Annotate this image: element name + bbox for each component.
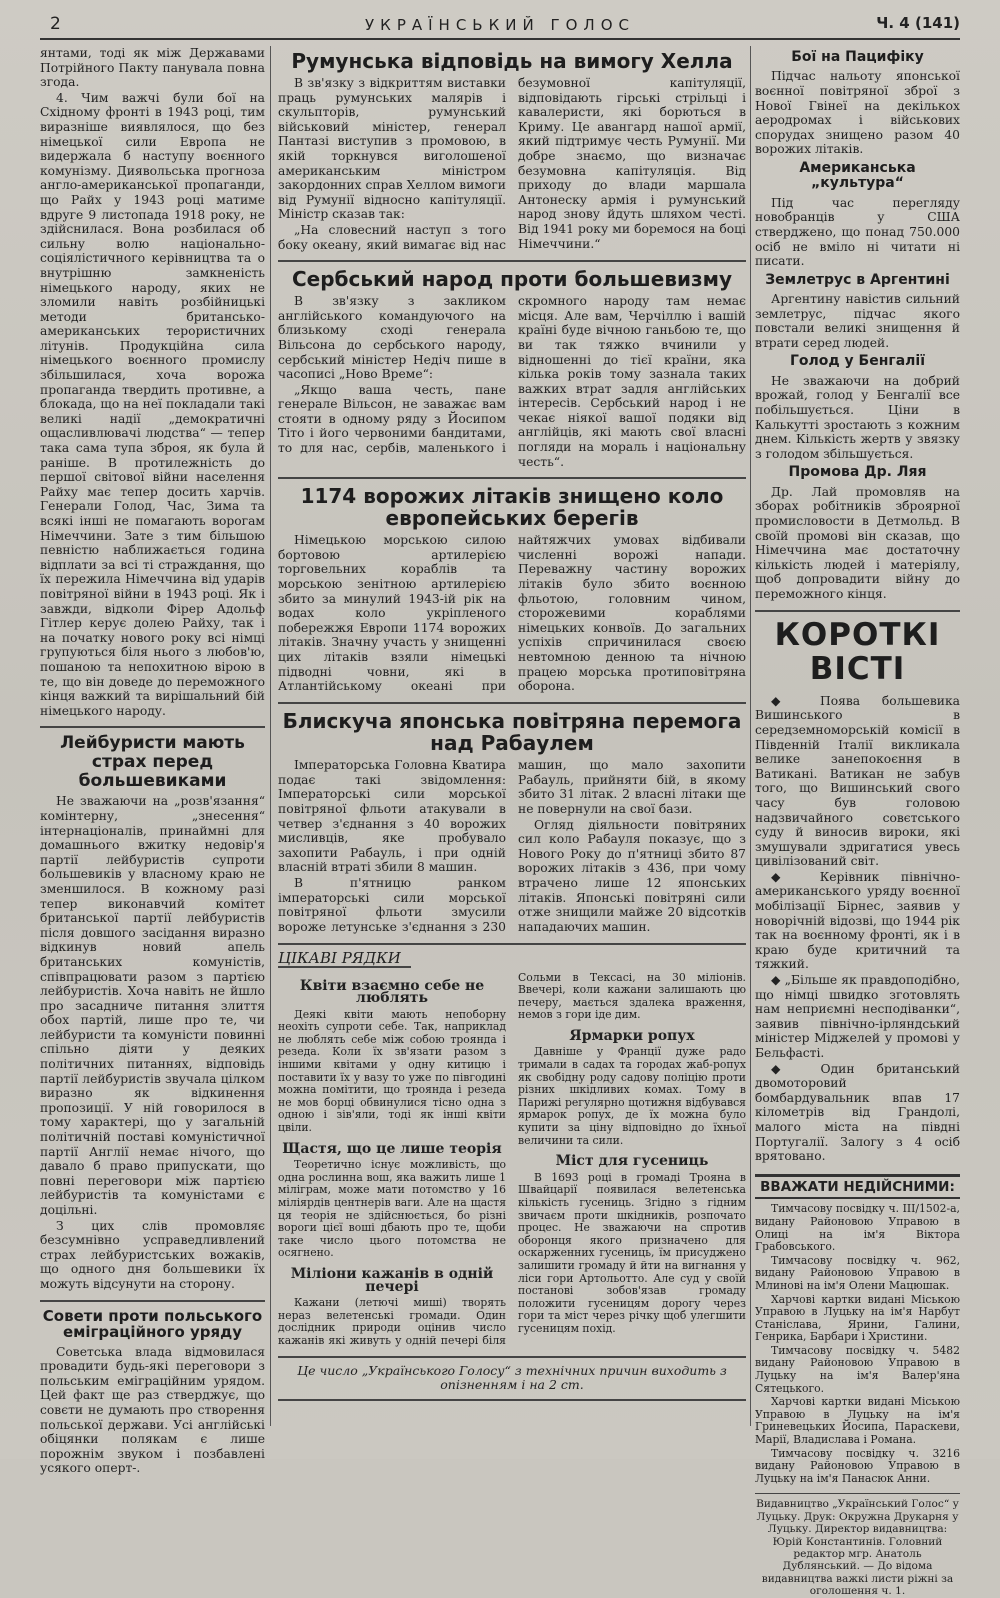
divider (278, 702, 746, 704)
article-continuation: янтами, тоді як між Державами Потрійного Пакту панувала повна згода. (40, 46, 265, 90)
romania-headline: Румунська відповідь на вимогу Хелла (291, 49, 733, 73)
page-number: 2 (50, 14, 61, 34)
serbia-headline: Сербський народ проти большевизму (292, 267, 732, 292)
planes-article (278, 533, 746, 694)
rabaul-paragraph: Огляд діяльности повітряних сил коло Рабауля показує, що з Нового Року до п'ятниці збито 87 ворожих літаків з 436, при чому втрачено лише 12 японських літаків. Японські повітряні сили отже знищили майже 20 відсотків нападаючих машин. (518, 817, 746, 934)
divider (278, 477, 746, 479)
page-header (40, 14, 960, 40)
column-divider (270, 46, 271, 1426)
news-title: Землетрус в Аргентині (765, 271, 950, 288)
invalid-document-item: Тимчасову посвідку ч. 5482 видану Районовою Управою в Луцьку на ім'я Валер'яна Сятецького. (755, 1343, 960, 1395)
invalid-document-item: Харчові картки видані Міською Управою в Луцьку на ім'я Гриневецьких Йосипа, Параскеви, Марії, Владислава і Романа. (755, 1395, 960, 1447)
curious-section (278, 972, 746, 1348)
rabaul-paragraph: Імператорська Головна Кватира подає такі звідомлення: Імператорські сили морської повітряної фльоти атакували в четвер з'єднання з 40 ворожих мисливців, яке пробувало захопити Рабауль, і при одній власній втраті збили 8 машин. (278, 758, 506, 875)
divider (40, 1300, 265, 1302)
invalid-document-item: Тимчасову посвідку ч. III/1502-а, видану Районовою Управою в Олиці на ім'я Віктора Грабовського. (755, 1202, 960, 1254)
curious-item-title: Квіти взаємно себе не люблять (299, 977, 485, 1007)
planes-headline: 1174 ворожих літаків знищено коло европейських берегів (300, 484, 724, 531)
planes-paragraph: Німецькою морською силою бортовою артилерією торговельних кораблів та морською зенітною артилерією збито за минулий 1943-ій рік на водах коло укріпленого побережжя Европи 1174 ворожих літаків. Значну участь у знищенні цих літаків взяли німецькі підводні човни, які в Атлантійському океані при найтяжчих умовах відбивали численні ворожі напади. Переважну частину ворожих літаків було збито воєнною фльотою, головним чином, сторожевими кораблями німецьких конвоїв. До загальних успіхів спричинилася своєю невтомною денною та нічною працею морська протиповітряна оборона. (278, 533, 746, 694)
curious-rubric: ЦІКАВІ РЯДКИ (278, 951, 411, 968)
curious-item-title: Міст для гусениць (555, 1153, 709, 1170)
divider (755, 610, 960, 612)
curious-item-title: Ярмарки ропух (569, 1027, 695, 1044)
invalid-document-item: Тимчасову посвідку ч. 3216 видану Районовою Управою в Луцьку на ім'я Панасюк Анни. (755, 1446, 960, 1485)
romania-article (278, 76, 746, 252)
soviets-paragraph: Советська влада відмовилася провадити будь-які переговори з польським еміграційним урядом. Цей факт ще раз стверджує, що совєти не думають про створення польської держави. Усі англійські обіцянки полякам є лише порожнім звуком і позбавлені усякого оперт-. (40, 1344, 265, 1476)
news-text: Під час перегляду новобранців у США стверджено, що понад 750.000 осіб не вміло ні читати ні писати. (755, 195, 960, 269)
serbia-article (278, 294, 746, 469)
short-news-item: ◆ Один британський двомоторовий бомбардувальник впав 17 кілометрів від Грандолі, малого міста на півдні Португалії. Залогу з 4 осіб врятовано. (755, 1062, 960, 1164)
curious-item-text: Кажани (летючі миші) творять нераз велетенські громади. Один дослідник природи оцінив число кажанів які живуть у одній печері біля Сольми в Тексасі, на 30 міліонів. Ввечері, коли кажани залишають цю печеру, мається здалека враження, немов з гори іде дим. (278, 970, 746, 1347)
news-text: Др. Лай промовляв на зборах робітників зброярної промисловости в Детмольд. В своїй промові він сказав, що Німеччина має достаточну кількість людей і матеріялу, щоб допровадити війну до переможного кінця. (755, 484, 960, 601)
romania-paragraph: „На словесний наступ з того боку океану, який вимагає від нас безумовної капітуляції, відповідають гірські стрільці і кавалеристи, які борються в Криму. Це авангард нашої армії, який підтримує честь Румунії. Ми добре знаємо, що визначає безумовна капітуляція. Від приходу до влади маршала Антонеску армія і румунський народ знову йдуть шляхом честі. Від 1941 року ми боремося на боці Німеччини.“ (278, 76, 746, 252)
invalid-documents-headline: ВВАЖАТИ НЕДІЙСНИМИ: (755, 1174, 960, 1200)
column-divider (750, 46, 751, 1426)
curious-item-text: Деякі квіти мають непоборну неохіть супроти себе. Так, наприклад не люблять себе між собою троянда і резеда. Коли їх зв'язати разом з іншими квітами у одну китицю і поставити їх у вазу то уже по півгодині можна помітити, що троянда і резеда не мов борці обвинулися тісно одна з одною і зів'яли, тоді як інші квіти цвіли. (278, 1007, 506, 1135)
labour-headline: Лейбуристи мають страх перед большевиками (60, 733, 245, 791)
romania-paragraph: В зв'язку з відкриттям виставки праць румунських малярів і скульпторів, румунський військовий міністер, генерал Пантазі виступив з промовою, в якій торкнувся виголошеної американським міністром закордонних справ Хеллом вимоги від Румунії відносно капітуляції. Міністр сказав так: (278, 76, 506, 222)
news-text: Підчас нальоту японської воєнної повітряної зброї з Нової Гвінеї на декількох аеродромах і військових спорудах знищено разом 40 ворожих літаків. (755, 69, 960, 157)
curious-item-text: Теоретично існує можливість, що одна рослинна вош, яка важить лише 1 міліграм, може мати потомство у 16 міліярдів центнерів ваги. Але на щастя ця теорія не здійснюється, бо різні вороги цієї воші дбають про те, щоби таке число цього потомства не осягнено. (278, 1158, 506, 1260)
serbia-paragraph: В зв'язку з закликом англійського командуючого на близькому сході генерала Вільсона до сербського народу, сербський міністер Недіч пише в часописі „Ново Време“: (278, 294, 506, 382)
divider (40, 726, 265, 728)
rabaul-paragraph: В п'ятницю ранком імператорські сили морської повітряної фльоти змусили вороже летунське з'єднання з 230 машин, що мало захопити Рабауль, прийняти бій, в якому збито 31 літак. 2 власні літаки ще не повернули на свої бази. (278, 758, 746, 934)
labour-paragraph: Не зважаючи на „розв'язання“ комінтерну, „знесення“ інтернаціоналів, принаймні для домашнього вжитку недовір'я партії лейбуристів супроти большевиків у власному краю не зменшилося. В кожному разі тепер виконавчий комітет британської партії лейбуристів після довшого засідання виразно відкинув новий апель британських комуністів, співпрацювати разом з партією лейбуристів. Хоча навіть не йшло про засадниче питання злиття обох партій, лише про те, чи лейбуристи та комуністи повинні спільно діяти у деяких політичних питаннях, відповідь партії лейбуристів звучала цілком виразно як відкинення пропозиції. У ній говорилося в тому характері, що у загальній політичній поставі комуністичної партії Англії немає нічого, що давало б право припускати, що повні переговори між партією лейбуристів та комуністами є доцільні. (40, 794, 265, 1217)
labour-paragraph: З цих слів промовляє безсумнівно усправедливлений страх лейбуристських вожаків, що одного дня большевики їх можуть відсунути на сторону. (40, 1218, 265, 1291)
issue-number: Ч. 4 (141) (876, 14, 960, 32)
short-news-item: ◆ „Більше як правдоподібно, що німці швидко зготовлять нам неприємні несподіванки“, заявив північно-ірляндський міністер Міджелей у промові у Бельфасті. (755, 973, 960, 1061)
invalid-document-item: Харчові картки видані Міською Управою в Луцьку на ім'я Нарбут Станіслава, Ярини, Галини, Генрика, Барбари і Христини. (755, 1292, 960, 1344)
divider (278, 260, 746, 262)
news-text: Не зважаючи на добрий врожай, голод у Бенгалії все побільшується. Ціни в Калькутті зростають з кожним днем. Кількість жертв у звязку з голодом збільшується. (755, 373, 960, 461)
short-news-item: ◆ Керівник північно-американського уряду воєнної мобілізації Бірнес, заявив у новорічній відозві, що 1944 рік так на воєнному фронті, як і в краю буде критичний та тяжкий. (755, 870, 960, 972)
short-news-item: ◆ Поява большевика Вишинського в середземноморській комісії в Південній Італії викликала велике занепокоєння в Ватикані. Ватикан не забув того, що Вишинський свого часу був головою надзвичайного совєтського суду й виносив вироки, які змушували здригатися увесь цивілізований світ. (755, 694, 960, 869)
curious-item-text: Давніше у Франції дуже радо тримали в садах та городах жаб-ропух як свобідну роду садову поліцію проти різних шкідливих комах. Тому в Парижі регулярно щотижня відбувався ярмарок ропух, де їх можна було купити за ціну відповідно до їхньої величини та сили. (518, 1045, 746, 1147)
news-title: Американська „культура“ (799, 159, 916, 192)
rabaul-headline: Блискуча японська повітряна перемога над Рабаулем (282, 709, 742, 756)
news-title: Голод у Бенгалії (789, 353, 926, 370)
column-center (278, 46, 746, 1431)
publisher-imprint: Видавництво „Український Голос“ у Луцьку. Друк: Окружна Друкарня у Луцьку. Директор видавництва: Юрій Константинів. Головний редактор мгр. Анатоль Дублянський. — До відома видавництва важкі листи ріжні за оголошення ч. 1. (755, 1493, 960, 1597)
article-continuation: 4. Чим важчі були бої на Східному фронті в 1943 році, тим виразніше виявлялося, що без німецької сили Европа не видержала б наступу воєнного комунізму. Диявольська прогноза англо-американської пропаганди, що Райх у 1943 році матиме вдруге 9 листопада 1918 року, не здійснилася. Вона розбилася об сильну волю національно-соціялістичного керівництва та о внутрішню замкненість німецького народу, яких не зломили навіть розбійницькі методи британсько-американських терористичних літунів. Продукційна сила німецького воєнного промислу збільшилася, хоча ворожа пропаганда твердить противне, а блокада, що на неї покладали такі великі надії „демократичні ощасливлювачі людства“ — тепер така сама тупа зброя, як була й раніше. В протилежність до першої світової війни населення Райху має тепер досить харчів. Генерали Голод, Час, Зима та всякі інші не помагають ворогам Німеччини. Зате з тим більшою певністю наближається година відплати за всі ті страждання, що їх пережила Німеччина від ударів повітряної війни в 1943 році. Як і завжди, відколи Фірер Адольф Гітлер керує долею Райху, так і на початку нового року всі німці групуються біля нього з любов'ю, пошаною та непохитною вірою в те, що він доведе до переможного кінця важкий та вирішальний бій німецького народу. (40, 90, 265, 718)
soviets-headline: Совети проти польського еміграційного уряду (42, 1306, 263, 1342)
publication-notice: Це число „Українського Голосу“ з технічних причин виходить з опізненням і на 2 ст. (278, 1356, 746, 1401)
news-title: Промова Др. Ляя (788, 464, 927, 481)
curious-item-title: Щастя, що це лише теорія (282, 1140, 502, 1157)
news-text: Аргентину навістив сильний землетрус, підчас якого повстали великі знищення й втрати серед людей. (755, 292, 960, 350)
rabaul-article (278, 758, 746, 935)
newspaper-title: УКРАЇНСЬКИЙ ГОЛОС (365, 16, 635, 34)
curious-item-title: Міліони кажанів в одній печері (290, 1265, 494, 1295)
invalid-documents-list (755, 1203, 960, 1485)
invalid-document-item: Тимчасову посвідку ч. 962, видану Районовою Управою в Млинові на ім'я Олени Мацюшак. (755, 1253, 960, 1292)
news-title: Бої на Пацифіку (791, 49, 924, 65)
column-left (40, 46, 265, 1476)
serbia-paragraph: „Якщо ваша честь, пане генерале Вільсон, не заважає вам стояти в одному ряду з Йосипом Тіто і його червоними бандитами, то для нас, сербів, маленького і скромного народу там немає місця. Але вам, Черчіллю і вашій країні буде вічною ганьбою те, що ви так тяжко вчинили у відношенні до тієї країни, яка кілька років тому зазнала таких важких втрат задля англійських інтересів. Сербський народ і не чекає ніякої вашої подяки від англійців, які мають свої власні погляди на мораль і національну честь“. (278, 294, 746, 469)
column-right (755, 46, 960, 1598)
curious-item-text: В 1693 році в громаді Трояна в Швайцарії появилася велетенська кількість гусениць. Згідно з гідним звичаєм проти шкідників, розпочато процес. Не зважаючи на спротив оборонця якого призначено для оскарженних гусениць, їм присуджено залишити громаду й йти на вигнання у ліси гори Артольотто. Але суд у своїй постанові зобов'язав громаду положити гусеницям дорогу через гори та міст через річку щоб улегшити гусеницям похід. (518, 1170, 746, 1335)
divider (278, 943, 746, 945)
short-news-headline: КОРОТКІ ВІСТІ (774, 616, 941, 687)
